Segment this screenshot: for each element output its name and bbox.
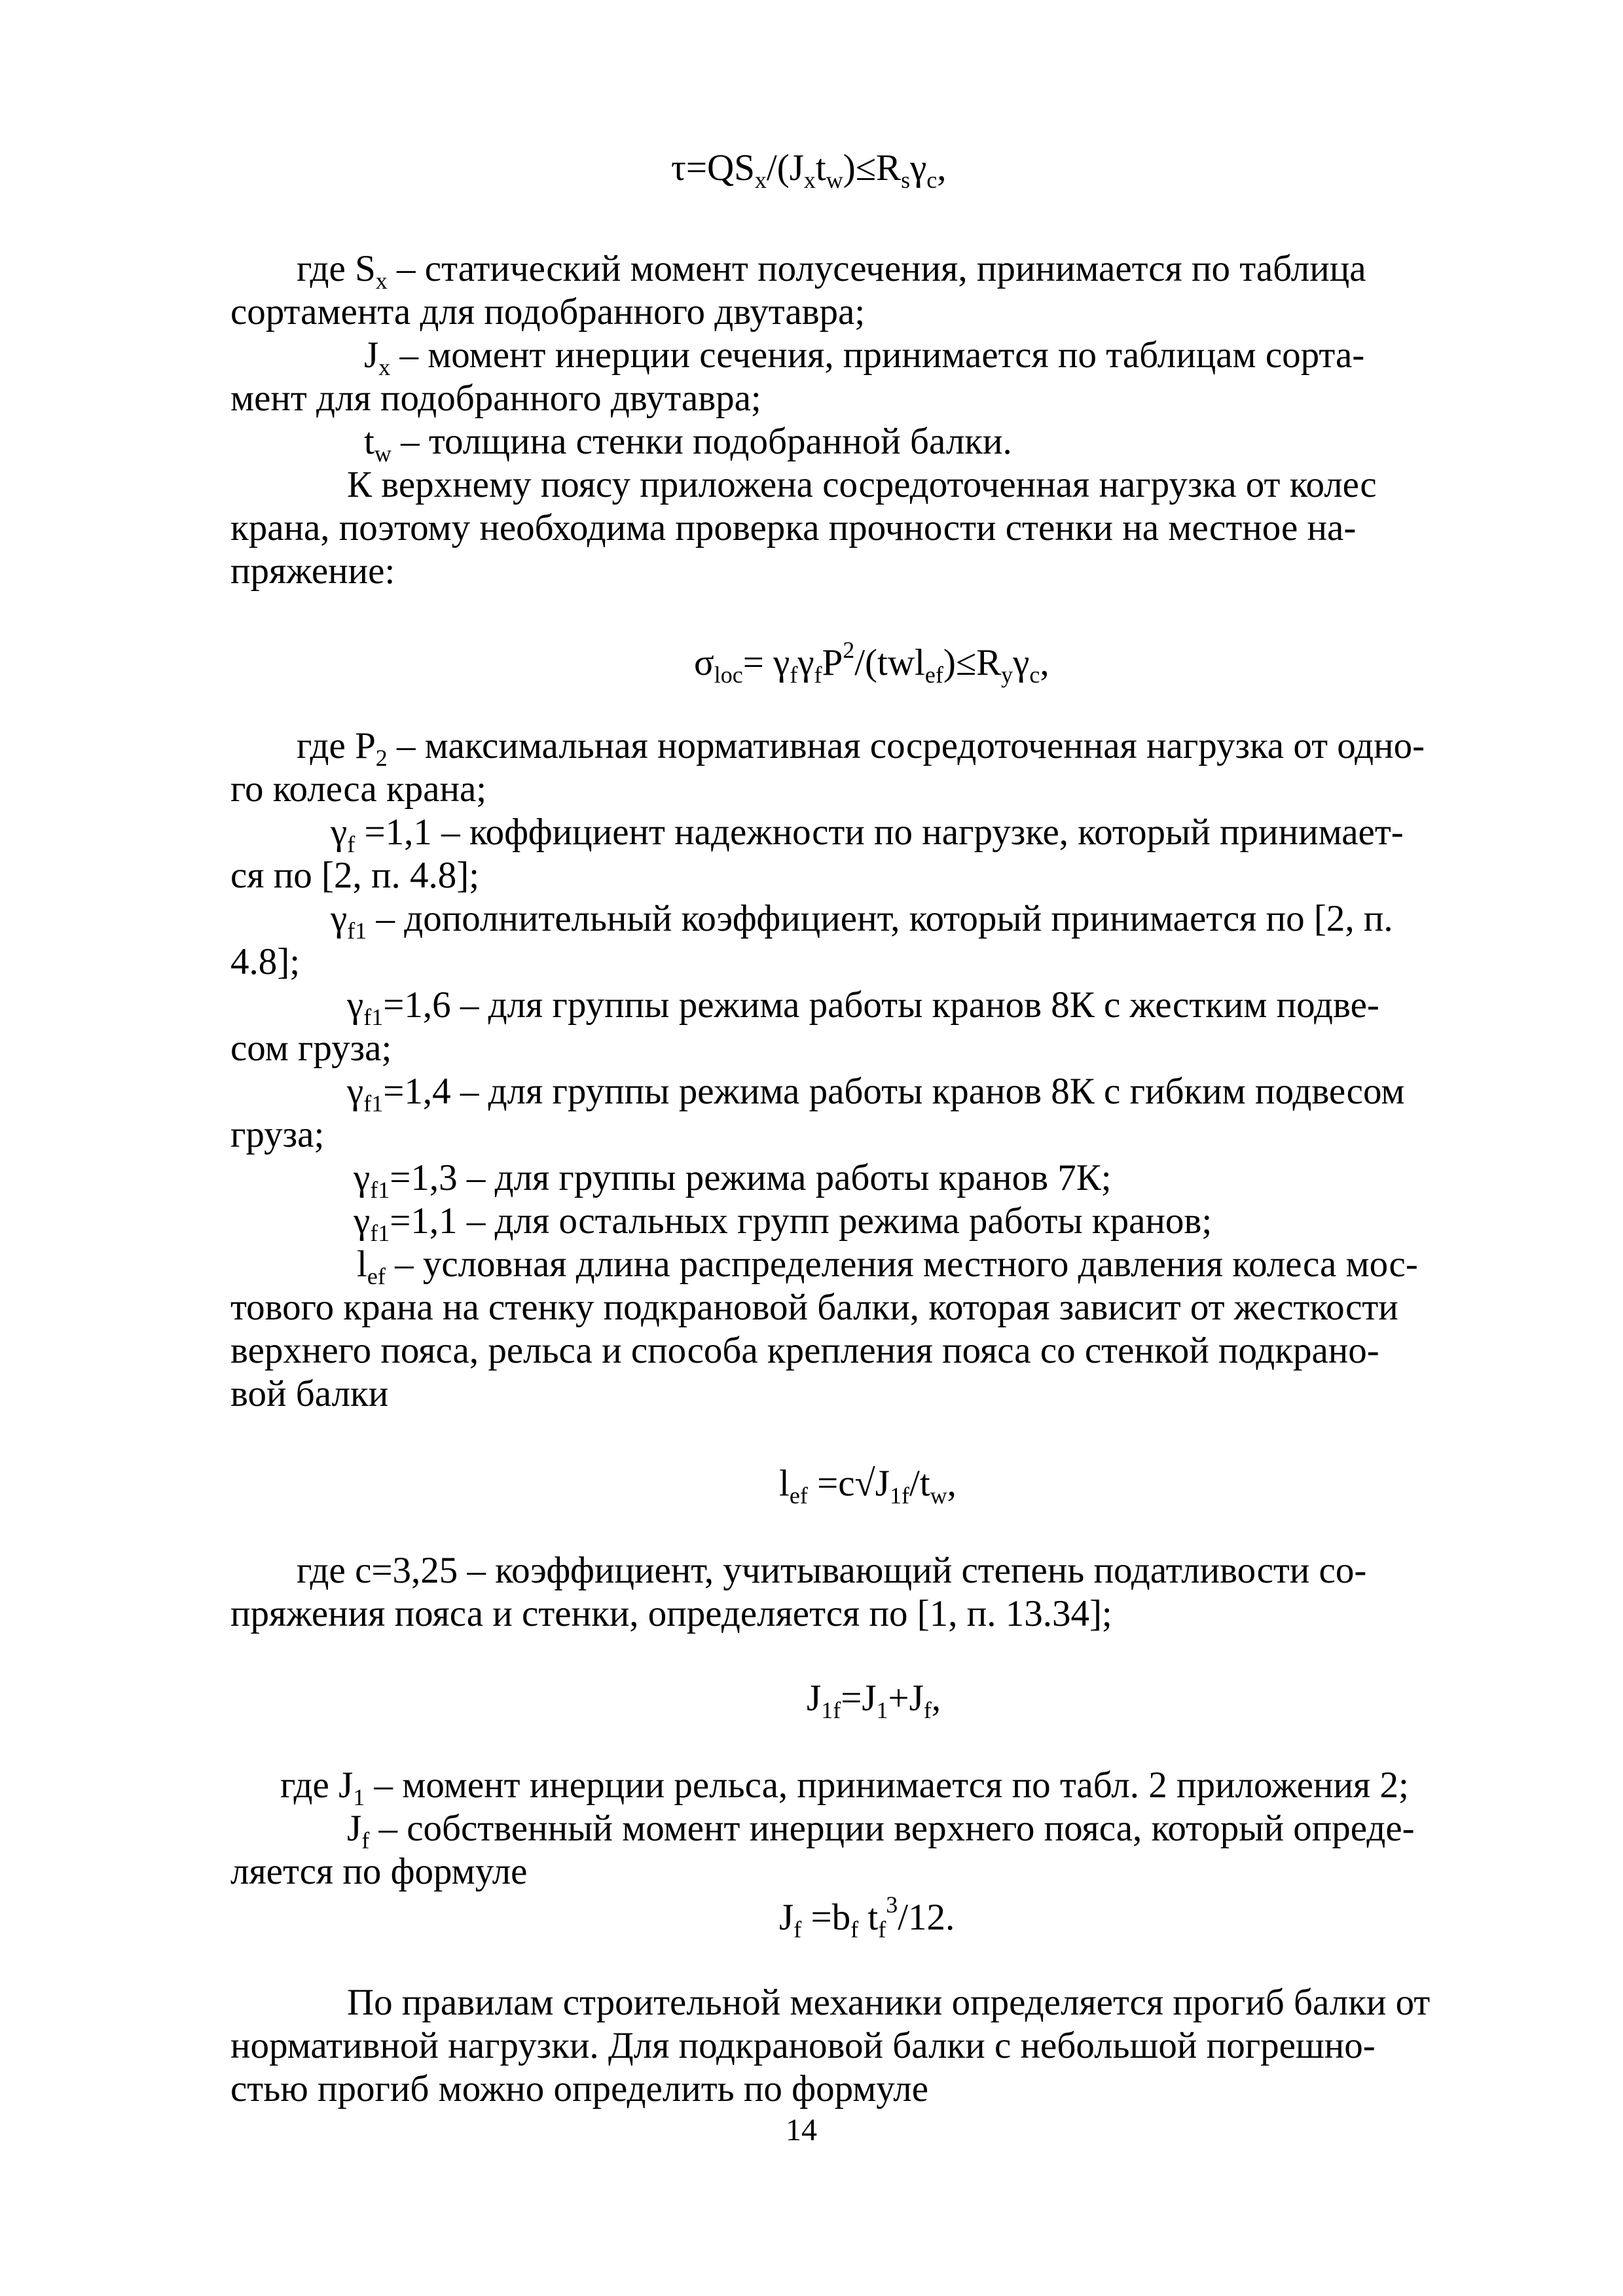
text-crane-load-line3: пряжение: — [230, 550, 395, 592]
text-crane-load-line1: К верхнему поясу приложена сосредоточенная нагрузка от колес — [347, 464, 1377, 505]
text-jf-line2: ляется по формуле — [230, 1851, 528, 1892]
formula-j1f: $J_{1f}=J_1+J_f$, — [807, 1677, 941, 1723]
text-lef-line3: верхнего пояса, рельса и способа крепления пояса со стенкой подкрано- — [230, 1330, 1379, 1371]
text-p2-line2: го колеса крана; — [230, 768, 487, 810]
text-deflection-line3: стью прогиб можно определить по формуле — [230, 2068, 929, 2109]
text-deflection-line1: По правилам строительной механики определяется прогиб балки от — [347, 1982, 1431, 2023]
formula-jf: $J_f =b_f$ $t_f^3/12$. — [779, 1892, 955, 1943]
text-lef-line4: вой балки — [230, 1373, 389, 1414]
text-gamma-14-line1: $\gamma_{f1}=1,4$ – для группы режима работы кранов 8К с гибким подвесом — [347, 1071, 1405, 1117]
text-sx-line1: где $S_x$ – статический момент полусечения, принимается по таблица — [297, 248, 1366, 294]
text-gamma-f-line2: ся по [2, п. 4.8]; — [230, 855, 480, 896]
text-gamma-f1-line1: $\gamma_{f1}$ – дополнительный коэффициент, который принимается по [2, п. — [331, 898, 1393, 944]
text-jf-line1: $J_f$ – собственный момент инерции верхнего пояса, который опреде- — [347, 1808, 1415, 1854]
text-sx-line2: сортамента для подобранного двутавра; — [230, 291, 866, 332]
text-tw: $t_w$ – толщина стенки подобранной балки. — [364, 421, 1012, 467]
text-gamma-16-line2: сом груза; — [230, 1028, 392, 1069]
text-lef-line2: тового крана на стенку подкрановой балки, которая зависит от жесткости — [230, 1287, 1398, 1328]
text-gamma-13: $\gamma_{f1}=1,3$ – для группы режима работы кранов 7К; — [354, 1157, 1112, 1203]
text-jx-line2: мент для подобранного двутавра; — [230, 378, 761, 419]
text-p2-line1: где $P_2$ – максимальная нормативная сосредоточенная нагрузка от одно- — [297, 725, 1425, 771]
formula-shear-stress: $\tau=QS_x/(J_xt_w)\le R_s\gamma_c$, — [671, 147, 947, 193]
page-number: 14 — [786, 2113, 817, 2147]
text-gamma-11: $\gamma_{f1}=1,1$ – для остальных групп режима работы кранов; — [354, 1200, 1213, 1246]
text-deflection-line2: нормативной нагрузки. Для подкрановой балки с небольшой погрешно- — [230, 2025, 1376, 2066]
text-j1: где $J_1$ – момент инерции рельса, принимается по табл. 2 приложения 2; — [280, 1765, 1409, 1810]
text-gamma-f1-line2: 4.8]; — [230, 941, 301, 982]
text-crane-load-line2: крана, поэтому необходима проверка прочности стенки на местное на- — [230, 507, 1357, 548]
text-gamma-f-line1: $\gamma_f =1,1$ – коффициент надежности по нагрузке, который принимает- — [331, 812, 1404, 857]
text-gamma-14-line2: груза; — [230, 1114, 325, 1155]
text-coefficient-c-line1: где с=3,25 – коэффициент, учитывающий степень податливости со- — [297, 1550, 1367, 1591]
text-gamma-16-line1: $\gamma_{f1}=1,6$ – для группы режима работы кранов 8К с жестким подве- — [347, 984, 1379, 1030]
text-coefficient-c-line2: пряжения пояса и стенки, определяется по [1, п. 13.34]; — [230, 1593, 1112, 1634]
text-lef-line1: $l_{ef}$ – условная длина распределения местного давления колеса мос- — [357, 1244, 1418, 1289]
formula-local-stress: $\sigma_{loc}= \gamma_f\gamma_fP^2/(twl_{ef})\le R_y\gamma_c$, — [694, 637, 1049, 688]
text-jx-line1: $J_x$ – момент инерции сечения, принимается по таблицам сорта- — [364, 334, 1365, 380]
formula-effective-length: $l_{ef} =c√J_{1f}/t_w$, — [779, 1463, 957, 1509]
